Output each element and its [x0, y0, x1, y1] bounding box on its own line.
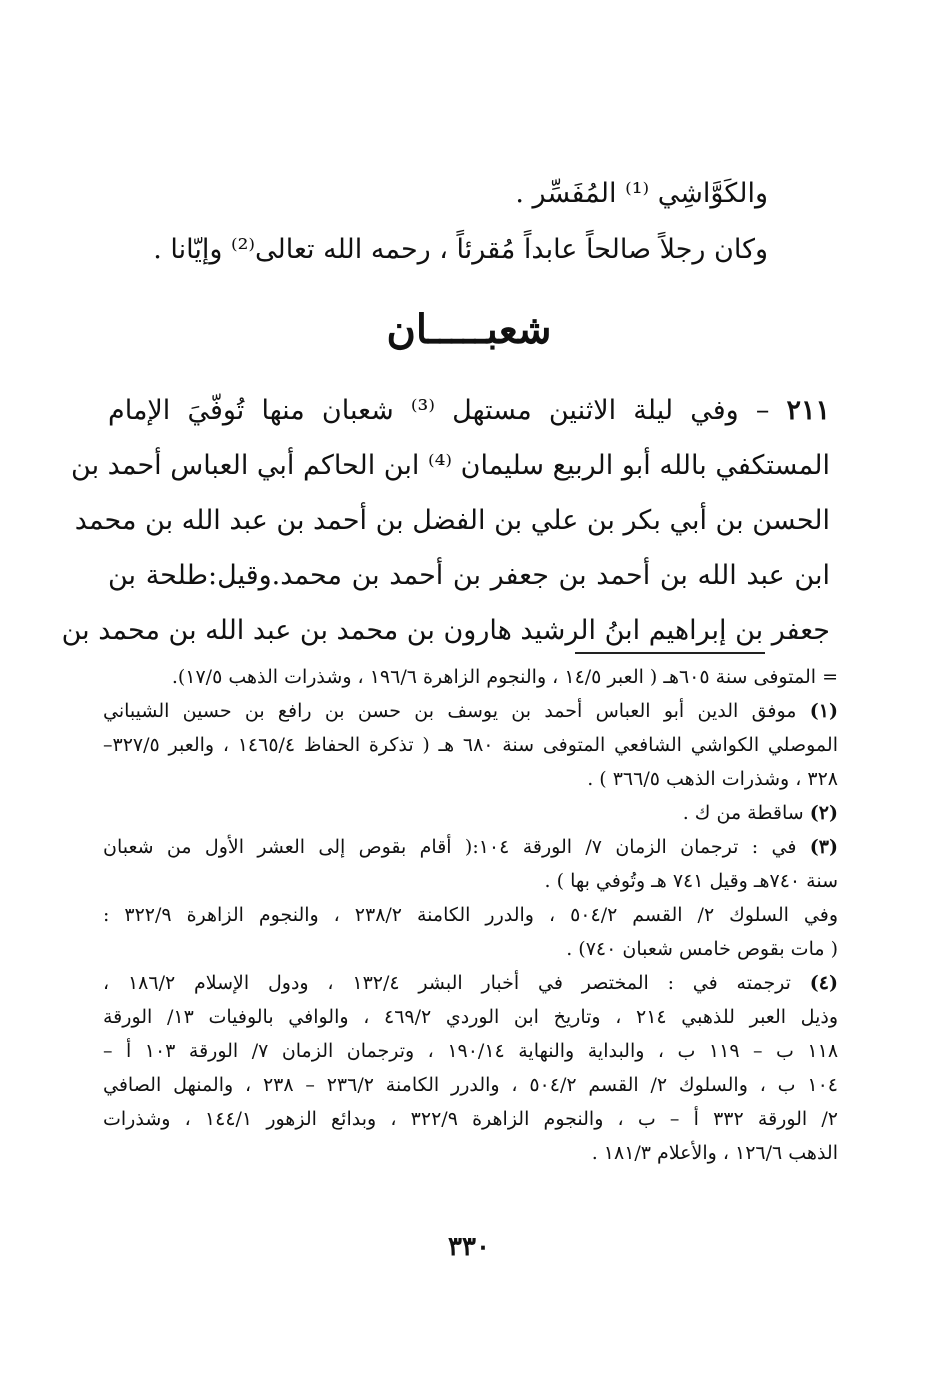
footnote-3-line-4: ( مات بقوص خامس شعبان ٧٤٠) . — [566, 938, 838, 960]
footnote-1-line-1: (١) موفق الدين أبو العباس أحمد بن يوسف بن حسن بن رافع بن حسين الشيباني — [103, 700, 838, 722]
entry-line-5: جعفر بن إبراهيم ابنُ الرشيد هارون بن محمد بن عبد الله بن محمد بن — [61, 615, 830, 646]
footnote-3-label: (٣) — [809, 836, 839, 858]
footnote-3-line-1: (٣) في : ترجمان الزمان ٧/ الورقة ١٠٤:( أقام بقوص إلى العشر الأول من شعبان — [103, 836, 839, 858]
top-line-2: وكان رجلاً صالحاً عابداً مُقرئاً ، رحمه الله تعالى⁽²⁾ وإيّانا . — [153, 234, 768, 265]
entry-line-3: الحسن بن أبي بكر بن علي بن الفضل بن أحمد بن عبد الله بن محمد — [74, 505, 830, 536]
entry-line-1 — [108, 383, 830, 438]
page-number: ٣٣٠ — [448, 1232, 490, 1262]
section-heading: شعبـــــان — [386, 306, 552, 353]
footnote-4-line-5: ٢/ الورقة ٣٣٢ أ – ب ، والنجوم الزاهرة ٣٢٢/٩ ، وبدائع الزهور ١٤٤/١ ، وشذرات — [103, 1108, 839, 1130]
entry-line-1-text: – وفي ليلة الاثنين مستهل ⁽³⁾ شعبان منها تُوفّيَ الإمام — [108, 395, 770, 426]
footnote-4-line-6: الذهب ١٢٦/٦ ، والأعلام ١٨١/٣ . — [591, 1142, 838, 1164]
top-line-1: والكَوَّاشِي ⁽¹⁾ المُفَسِّر . — [515, 178, 768, 209]
footnotes — [103, 660, 838, 1170]
footnote-4-line-1: (٤) ترجمته في : المختصر في أخبار البشر ١٣٢/٤ ، ودول الإسلام ١٨٦/٢ ، — [103, 972, 839, 994]
entry-line-2: المستكفي بالله أبو الربيع سليمان ⁽⁴⁾ ابن الحاكم أبي العباس أحمد بن — [71, 450, 830, 481]
footnote-3-line-2: سنة ٧٤٠هـ وقيل ٧٤١ هـ وتُوفي بها ) . — [544, 870, 838, 892]
footnote-4-line-2: وذيل العبر للذهبي ٢١٤ ، وتاريخ ابن الوردي ٤٦٩/٢ ، والوافي بالوفيات ١٣/ الورقة — [103, 1006, 838, 1028]
footnote-1-label: (١) — [809, 700, 838, 722]
footnote-2-line-1: (٢) ساقطة من ك . — [682, 802, 838, 824]
entry-paragraph — [61, 383, 830, 658]
footnote-2-label: (٢) — [809, 802, 838, 824]
footnote-1-line-3: ٣٢٨ ، وشذرات الذهب ٣٦٦/٥ ) . — [587, 768, 838, 790]
footnote-continuation: = المتوفى سنة ٦٠٥هـ ( العبر ١٤/٥ ، والنجوم الزاهرة ١٩٦/٦ ، وشذرات الذهب ١٧/٥). — [171, 666, 838, 688]
footnote-4-line-4: ١٠٤ ب ، والسلوك ٢/ القسم ٥٠٤/٢ ، والدرر الكامنة ٢٣٦/٢ – ٢٣٨ ، والمنهل الصافي — [103, 1074, 838, 1096]
footnote-separator — [575, 652, 765, 654]
footnote-4-line-3: ١١٨ ب – ١١٩ ب ، والبداية والنهاية ١٩٠/١٤ ، وترجمان الزمان ٧/ الورقة ١٠٣ أ – — [103, 1040, 839, 1062]
footnote-3-line-3: وفي السلوك ٢/ القسم ٥٠٤/٢ ، والدرر الكامنة ٢٣٨/٢ ، والنجوم الزاهرة ٣٢٢/٩ : — [103, 904, 839, 926]
entry-line-4: ابن عبد الله بن أحمد بن جعفر بن أحمد بن محمد.وقيل:طلحة بن — [108, 560, 830, 591]
footnote-4-label: (٤) — [809, 972, 839, 994]
footnote-1-line-2: الموصلي الكواشي الشافعي المتوفى سنة ٦٨٠ هـ ( تذكرة الحفاظ ١٤٦٥/٤ ، والعبر ٣٢٧/٥– — [103, 734, 838, 756]
entry-number: ٢١١ — [786, 395, 830, 426]
